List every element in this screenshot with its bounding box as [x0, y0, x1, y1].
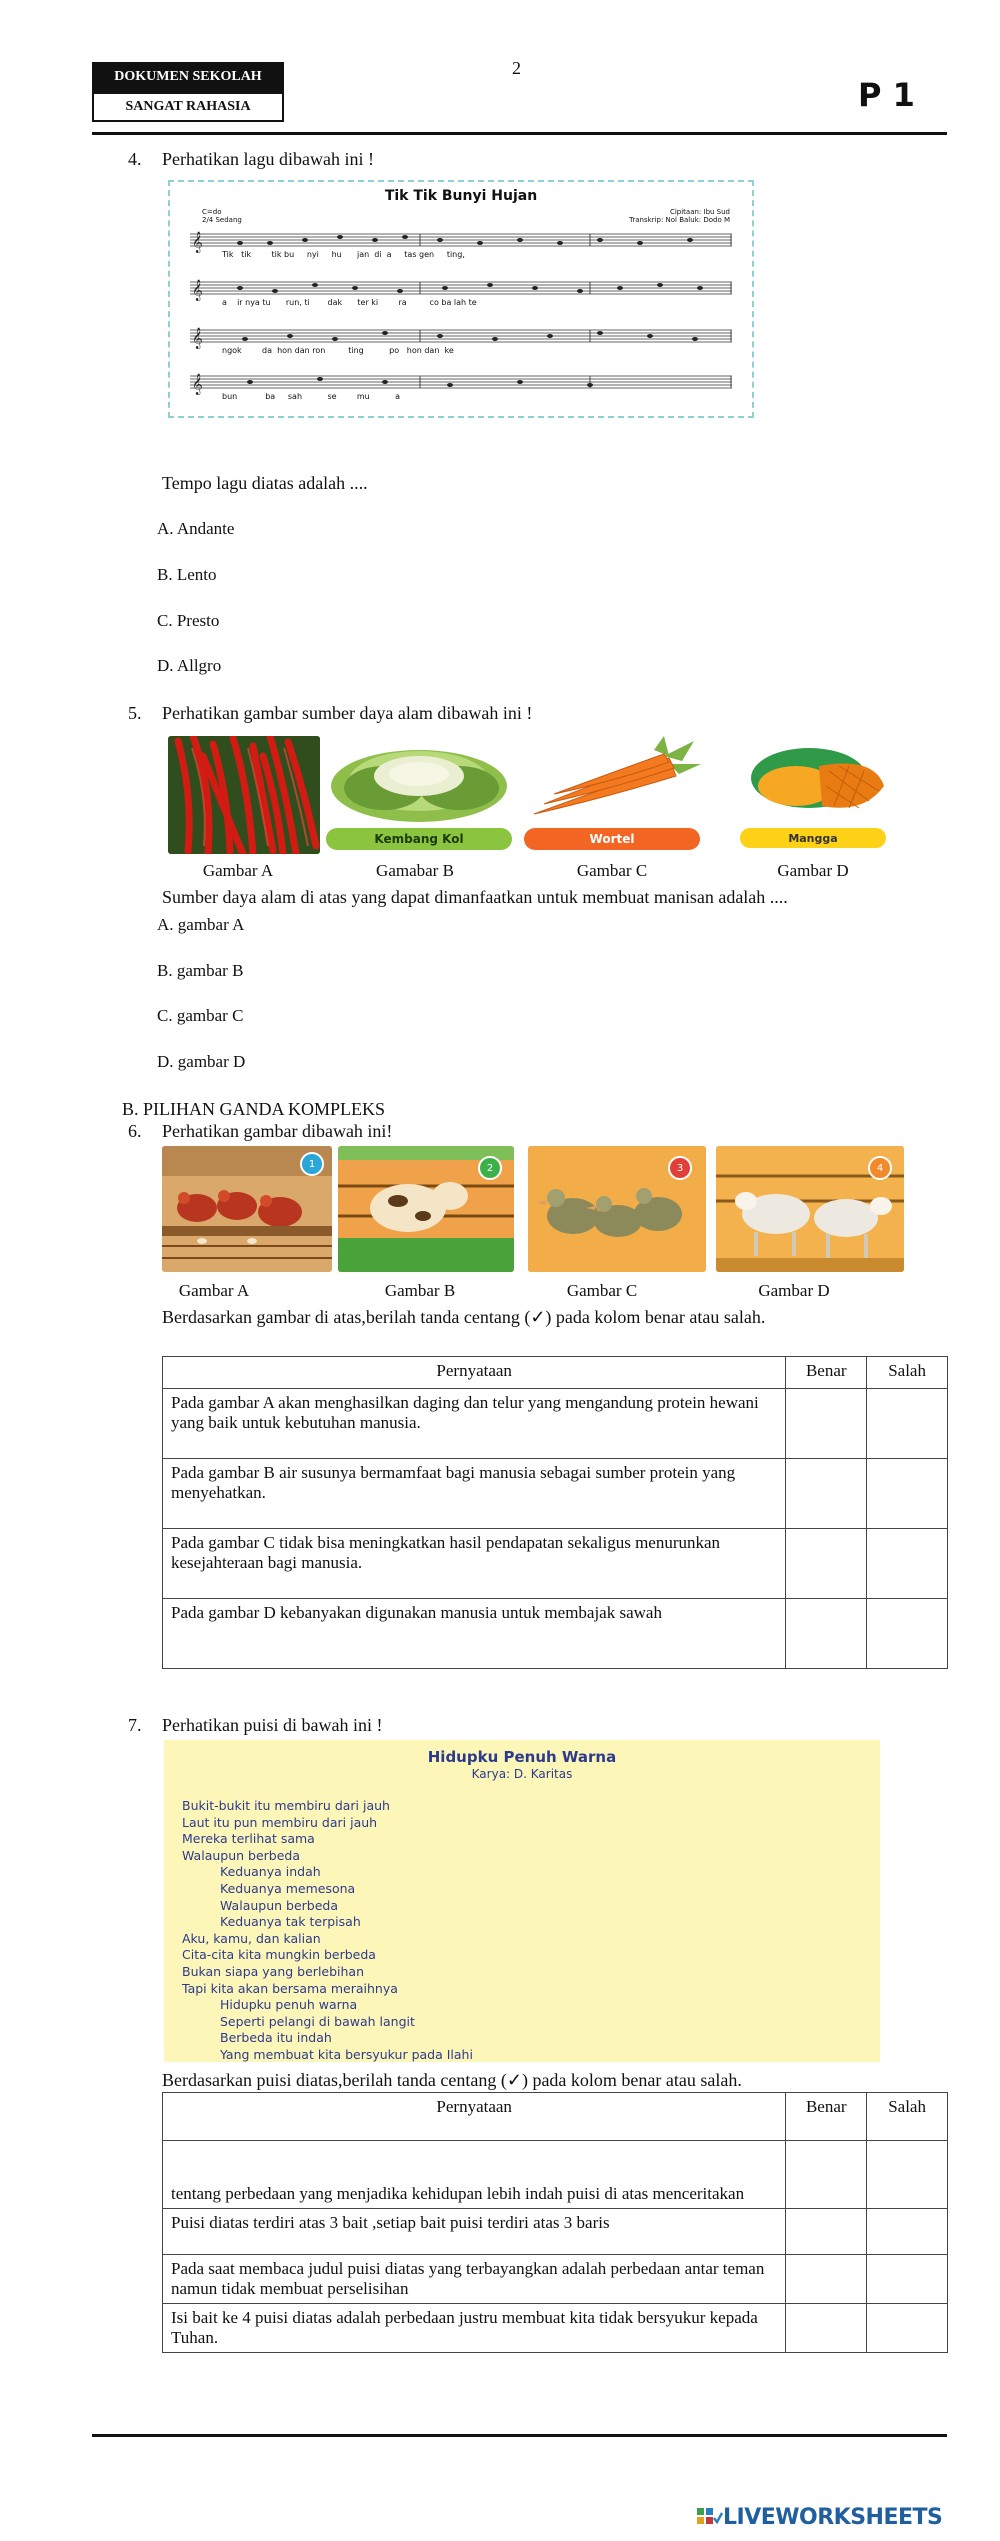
poem-body — [182, 1798, 473, 2064]
footer-rule — [92, 2434, 947, 2437]
table-row-statement: Isi bait ke 4 puisi diatas adalah perbedaan justru membuat kita tidak bersyukur kepada Tuhan. — [163, 2304, 786, 2353]
score-lyric-line: bun ba sah se mu a — [222, 392, 401, 401]
q6-number: 6. — [128, 1121, 142, 1141]
poem-line: Walaupun berbeda — [182, 1847, 301, 1863]
table-row-statement: Pada gambar C tidak bisa meningkatkan hasil pendapatan sekaligus menurunkan kesejahteraan bagi manusia. — [163, 1529, 786, 1599]
q6-caption-b: Gambar B — [384, 1281, 456, 1300]
table-row-statement: Pada saat membaca judul puisi diatas yang terbayangkan adalah perbedaan antar teman namun tidak membuat perselisihan — [163, 2255, 786, 2304]
q6-caption-c: Gambar C — [566, 1281, 638, 1300]
liveworksheets-logo[interactable] — [697, 2505, 942, 2530]
image-mango — [734, 736, 894, 854]
q4-option-b[interactable]: B. Lento — [157, 565, 217, 584]
q5-option-b[interactable]: B. gambar B — [157, 961, 244, 980]
q4-option-c[interactable]: C. Presto — [157, 611, 220, 630]
image-goats — [716, 1146, 904, 1272]
col-salah: Salah — [867, 1357, 948, 1389]
image-chickens — [162, 1146, 332, 1272]
salah-cell[interactable] — [867, 2141, 948, 2209]
q5-caption-d: Gambar D — [777, 861, 849, 880]
poem-line: Bukan siapa yang berlebihan — [182, 1963, 365, 1979]
image-chili — [168, 736, 320, 854]
poem-line: Keduanya indah — [220, 1864, 321, 1880]
q4-number: 4. — [128, 149, 142, 169]
badge-1: 1 — [300, 1152, 324, 1176]
packet-code: P 1 — [858, 76, 915, 114]
poem-line: Keduanya memesona — [220, 1880, 356, 1896]
q7-number: 7. — [128, 1715, 142, 1735]
page-number: 2 — [512, 58, 521, 78]
benar-cell[interactable] — [786, 1389, 867, 1459]
benar-cell[interactable] — [786, 2209, 867, 2255]
salah-cell[interactable] — [867, 1529, 948, 1599]
col-pernyataan: Pernyataan — [163, 1357, 786, 1389]
score-lyric-line: a ir nya tu run, ti dak ter ki ra co ba lah te — [222, 298, 477, 307]
score-title: Tik Tik Bunyi Hujan — [384, 188, 538, 204]
q5-option-d[interactable]: D. gambar D — [157, 1052, 246, 1071]
brand-name: LIVEWORKSHEETS — [723, 2505, 943, 2530]
score-meter: 2/4 Sedang — [202, 216, 242, 224]
image-cow — [338, 1146, 514, 1272]
q5-caption-c: Gambar C — [576, 861, 648, 880]
badge-4: 4 — [868, 1156, 892, 1180]
poem-line: Cita-cita kita mungkin berbeda — [182, 1947, 376, 1963]
poem-line: Keduanya tak terpisah — [220, 1914, 361, 1930]
q4-prompt: Perhatikan lagu dibawah ini ! — [162, 149, 374, 169]
q6-table — [162, 1356, 948, 1669]
q5-prompt: Perhatikan gambar sumber daya alam dibawah ini ! — [162, 703, 533, 723]
section-b-heading: B. PILIHAN GANDA KOMPLEKS — [122, 1099, 386, 1119]
col-pernyataan: Pernyataan — [163, 2093, 786, 2141]
benar-cell[interactable] — [786, 2304, 867, 2353]
q5-question: Sumber daya alam di atas yang dapat dimanfaatkan untuk membuat manisan adalah .... — [162, 887, 788, 907]
svg-text:𝄞: 𝄞 — [192, 280, 203, 301]
score-composer: Cipitaan: Ibu Sud — [669, 208, 730, 216]
svg-text:𝄞: 𝄞 — [192, 328, 203, 349]
score-key: C=do — [202, 208, 222, 216]
svg-text:𝄞: 𝄞 — [192, 232, 203, 253]
q4-question: Tempo lagu diatas adalah .... — [162, 473, 368, 493]
poem-author: Karya: D. Karitas — [471, 1767, 573, 1781]
col-benar: Benar — [786, 1357, 867, 1389]
q5-number: 5. — [128, 703, 142, 723]
document-label: DOKUMEN SEKOLAH — [92, 62, 284, 92]
q5-caption-a: Gambar A — [202, 861, 274, 880]
poem-line: Bukit-bukit itu membiru dari jauh — [182, 1798, 390, 1813]
table-row-statement: tentang perbedaan yang menjadika kehidupan lebih indah puisi di atas menceritakan — [163, 2141, 786, 2209]
benar-cell[interactable] — [786, 2255, 867, 2304]
liveworksheets-icon — [697, 2506, 723, 2530]
poem-title: Hidupku Penuh Warna — [427, 1748, 617, 1766]
poem-line: Walaupun berbeda — [220, 1897, 339, 1913]
label-mangga: Mangga — [740, 828, 886, 848]
music-score — [168, 180, 754, 418]
poem-line: Laut itu pun membiru dari jauh — [182, 1814, 378, 1830]
q4-option-a[interactable]: A. Andante — [157, 519, 235, 538]
salah-cell[interactable] — [867, 1599, 948, 1669]
salah-cell[interactable] — [867, 1459, 948, 1529]
col-salah: Salah — [867, 2093, 948, 2141]
q4-option-d[interactable]: D. Allgro — [157, 656, 222, 675]
score-arranger: Transkrip: Nol Baluk: Dodo M — [629, 216, 730, 224]
col-benar: Benar — [786, 2093, 867, 2141]
table-row-statement: Pada gambar B air susunya bermamfaat bagi manusia sebagai sumber protein yang menyehatkan. — [163, 1459, 786, 1529]
q6-prompt: Perhatikan gambar dibawah ini! — [162, 1121, 393, 1141]
label-kembang-kol: Kembang Kol — [326, 828, 512, 850]
score-lyric-line: ngok da hon dan ron ting po hon dan ke — [222, 346, 454, 355]
q5-caption-b: Gamabar B — [376, 861, 454, 880]
salah-cell[interactable] — [867, 2304, 948, 2353]
benar-cell[interactable] — [786, 1459, 867, 1529]
image-carrot — [524, 736, 704, 854]
poem-line: Tapi kita akan bersama meraihnya — [182, 1980, 398, 1996]
badge-2: 2 — [478, 1156, 502, 1180]
q6-caption-a: Gambar A — [178, 1281, 250, 1300]
q5-option-c[interactable]: C. gambar C — [157, 1006, 244, 1025]
salah-cell[interactable] — [867, 2209, 948, 2255]
q6-caption-d: Gambar D — [758, 1281, 830, 1300]
table-row-statement: Pada gambar A akan menghasilkan daging dan telur yang mengandung protein hewani yang baik untuk kebutuhan manusia. — [163, 1389, 786, 1459]
salah-cell[interactable] — [867, 1389, 948, 1459]
score-lyric-line: Tik tik tik bu nyi hu jan di a tas gen ting, — [222, 250, 465, 259]
benar-cell[interactable] — [786, 2141, 867, 2209]
poem-line: Yang membuat kita bersyukur pada Ilahi — [220, 2046, 473, 2062]
poem-line: Hidupku penuh warna — [220, 1997, 358, 2013]
label-wortel: Wortel — [524, 828, 700, 850]
poem-line: Seperti pelangi di bawah langit — [220, 2013, 415, 2029]
svg-text:𝄞: 𝄞 — [192, 374, 203, 395]
q6-instruction: Berdasarkan gambar di atas,berilah tanda centang (✓) pada kolom benar atau salah. — [162, 1307, 766, 1327]
poem-box — [164, 1740, 880, 2062]
poem-line: Mereka terlihat sama — [182, 1831, 315, 1847]
q7-table — [162, 2092, 948, 2353]
poem-line: Berbeda itu indah — [220, 2030, 332, 2046]
q7-prompt: Perhatikan puisi di bawah ini ! — [162, 1715, 383, 1735]
image-cauliflower — [324, 736, 514, 854]
benar-cell[interactable] — [786, 1529, 867, 1599]
benar-cell[interactable] — [786, 1599, 867, 1669]
table-row-statement: Pada gambar D kebanyakan digunakan manusia untuk membajak sawah — [163, 1599, 786, 1669]
q5-option-a[interactable]: A. gambar A — [157, 915, 245, 934]
salah-cell[interactable] — [867, 2255, 948, 2304]
poem-line: Aku, kamu, dan kalian — [182, 1930, 321, 1946]
badge-3: 3 — [668, 1156, 692, 1180]
secret-label: SANGAT RAHASIA — [92, 92, 284, 122]
header-rule — [92, 132, 947, 135]
table-row-statement: Puisi diatas terdiri atas 3 bait ,setiap bait puisi terdiri atas 3 baris — [163, 2209, 786, 2255]
image-ducks — [528, 1146, 706, 1272]
q7-instruction: Berdasarkan puisi diatas,berilah tanda centang (✓) pada kolom benar atau salah. — [162, 2070, 742, 2090]
